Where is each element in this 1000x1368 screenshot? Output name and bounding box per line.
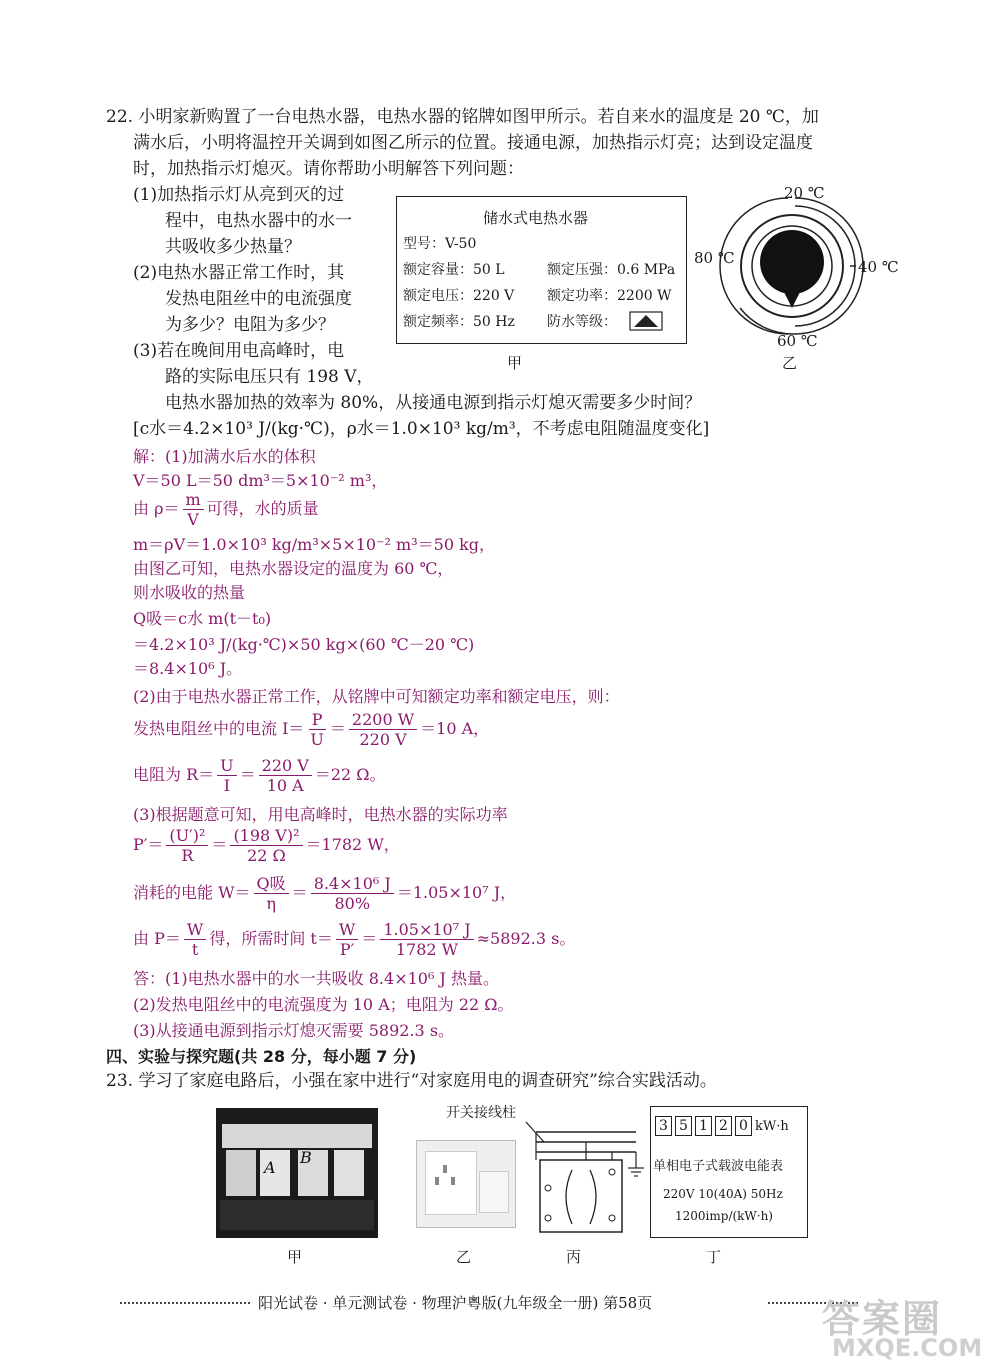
energy-meter xyxy=(650,1106,808,1238)
footer-dots-left xyxy=(120,1302,250,1304)
solution-line13: (3)根据题意可知，用电高峰时，电热水器的实际功率 xyxy=(133,805,508,824)
answer-line2: (2)发热电阻丝中的电流强度为 10 A；电阻为 22 Ω。 xyxy=(133,995,514,1014)
caption-yi-23: 乙 xyxy=(456,1248,472,1266)
meter-digit-1: 3 xyxy=(655,1116,672,1136)
q23-stem: 23. 学习了家庭电路后，小强在家中进行“对家庭用电的调查研究”综合实践活动。 xyxy=(106,1071,717,1091)
q22-part3-line3: 电热水器加热的效率为 80%，从接通电源到指示灯熄灭需要多少时间？ xyxy=(165,393,702,413)
solution-line10: (2)由于电热水器正常工作，从铭牌中可知额定功率和额定电压，则： xyxy=(133,687,620,706)
wiring-diagram xyxy=(500,1116,648,1242)
breaker-label-a: A xyxy=(264,1158,276,1177)
q22-stem-line2: 满水后，小明将温控开关调到如图乙所示的位置。接通电源，加热指示灯亮；达到设定温度 xyxy=(133,133,813,153)
q22-stem-line1: 22. 小明家新购置了一台电热水器，电热水器的铭牌如图甲所示。若自来水的温度是 20 ℃，加 xyxy=(106,107,819,127)
nameplate-voltage: 额定电压：220 V xyxy=(403,288,515,304)
q22-part1-line3: 共吸收多少热量？ xyxy=(165,237,301,257)
fraction-u-squared-over-r: $\frac{\text{(U′)²}}{R}$ xyxy=(166,826,208,865)
footer-text: 阳光试卷 · 单元测试卷 · 物理沪粤版(九年级全一册) 第58页 xyxy=(258,1294,653,1312)
fraction-u-over-i: $\frac{U}{I}$ xyxy=(217,756,236,795)
solution-line6: 则水吸收的热量 xyxy=(133,583,246,602)
caption-jia-22: 甲 xyxy=(507,354,523,372)
dial-label-60: 60 ℃ xyxy=(777,332,818,350)
watermark-logo: 答案圈 xyxy=(822,1297,943,1341)
q22-part3-line1: (3)若在晚间用电高峰时，电 xyxy=(133,341,345,361)
q22-part1-line2: 程中，电热水器中的水一 xyxy=(165,211,352,231)
breaker-box-photo xyxy=(216,1108,378,1238)
nameplate-pressure: 额定压强：0.6 MPa xyxy=(547,262,676,278)
meter-impulse-rate: 1200imp/(kW·h) xyxy=(675,1209,773,1223)
water-heater-nameplate xyxy=(396,196,687,344)
dial-label-20: 20 ℃ xyxy=(784,184,825,202)
fraction-energy-over-efficiency: $\frac{\text{8.4×10⁶ J}}{80\%}$ xyxy=(311,874,394,913)
solution-line1: 解：(1)加满水后水的体积 xyxy=(133,447,316,466)
caption-jia-23: 甲 xyxy=(287,1248,303,1266)
nameplate-power: 额定功率：2200 W xyxy=(547,288,672,304)
meter-digit-2: 5 xyxy=(675,1116,692,1136)
sol-l3-prefix: 由 ρ＝ xyxy=(133,499,180,518)
solution-line3 xyxy=(133,490,319,529)
caption-yi-22: 乙 xyxy=(782,354,798,372)
meter-unit: kW·h xyxy=(755,1119,789,1134)
waterproof-triangle-icon xyxy=(629,311,663,331)
dial-label-40: 40 ℃ xyxy=(858,258,899,276)
solution-line15: 消耗的电能 W＝ $\frac{\text{Q吸}}{\eta}$ ＝ $\frac{\text{8.4×10⁶ J}}{80\%}$ ＝1.05×10⁷ J， xyxy=(133,874,517,913)
switch-terminal-label: 开关接线柱 xyxy=(446,1105,516,1121)
breaker-label-b: B xyxy=(300,1148,312,1167)
thermostat-dial xyxy=(700,180,900,380)
q22-part3-line2: 路的实际电压只有 198 V， xyxy=(165,367,374,387)
fraction-work-over-power: $\frac{\text{1.05×10⁷ J}}{1782 W}$ xyxy=(380,920,473,959)
solution-line11: 发热电阻丝中的电流 I＝ $\frac{P}{U}$ ＝ $\frac{2200 W}{220 V}$ ＝10 A， xyxy=(133,710,490,749)
solution-line7: Q吸＝c水 m(t－t₀) xyxy=(133,609,272,628)
fraction-198v-squared-over-22ohm: $\frac{\text{(198 V)²}}{22 \Omega}$ xyxy=(230,826,302,865)
nameplate-model: 型号：V-50 xyxy=(403,236,477,252)
q22-part2-line2: 发热电阻丝中的电流强度 xyxy=(165,289,352,309)
fraction-w-over-t: $\frac{W}{t}$ xyxy=(184,920,206,959)
meter-reading xyxy=(655,1115,789,1136)
meter-digit-4: 2 xyxy=(715,1116,732,1136)
q22-part2-line1: (2)电热水器正常工作时，其 xyxy=(133,263,345,283)
caption-bing-23: 丙 xyxy=(566,1248,582,1266)
fraction-220v-over-10a: $\frac{220 V}{10 A}$ xyxy=(259,756,312,795)
solution-line9: ＝8.4×10⁶ J。 xyxy=(133,659,243,678)
dial-label-80: 80 ℃ xyxy=(694,249,735,267)
solution-line2: V＝50 L＝50 dm³＝5×10⁻² m³， xyxy=(133,471,388,490)
solution-line5: 由图乙可知，电热水器设定的温度为 60 ℃， xyxy=(133,559,454,578)
nameplate-title: 储水式电热水器 xyxy=(483,209,589,227)
solution-line12: 电阻为 R＝ $\frac{U}{I}$ ＝ $\frac{220 V}{10 A}$ ＝22 Ω。 xyxy=(133,756,386,795)
solution-line16: 由 P＝ $\frac{W}{t}$ 得，所需时间 t＝ $\frac{W}{P'}$ ＝ $\frac{\text{1.05×10⁷ J}}{1782 W}$ ≈5892.3 s。 xyxy=(133,920,576,959)
nameplate-waterproof: 防水等级： xyxy=(547,314,617,330)
q22-stem-line3: 时，加热指示灯熄灭。请你帮助小明解答下列问题： xyxy=(133,159,524,179)
q22-part2-line3: 为多少？电阻为多少？ xyxy=(165,315,335,335)
solution-line8: ＝4.2×10³ J/(kg·℃)×50 kg×(60 ℃－20 ℃) xyxy=(133,635,475,654)
q22-part1-line1: (1)加热指示灯从亮到灭的过 xyxy=(133,185,345,205)
meter-name: 单相电子式载波电能表 xyxy=(653,1159,784,1174)
sol-l3-suffix: 可得，水的质量 xyxy=(206,499,319,518)
section-4-heading: 四、实验与探究题(共 28 分，每小题 7 分) xyxy=(106,1047,417,1066)
answer-line1: 答：(1)电热水器中的水一共吸收 8.4×10⁶ J 热量。 xyxy=(133,969,499,988)
watermark-url: MXQE.COM xyxy=(832,1334,983,1362)
q22-constants: [c水＝4.2×10³ J/(kg·℃)，ρ水＝1.0×10³ kg/m³，不考虑电阻随温度变化] xyxy=(133,419,710,439)
fraction-w-over-p-prime: $\frac{W}{P'}$ xyxy=(336,920,358,959)
nameplate-capacity: 额定容量：50 L xyxy=(403,262,505,278)
fraction-2200w-over-220v: $\frac{2200 W}{220 V}$ xyxy=(349,710,417,749)
fraction-m-over-v: $\frac{m}{V}$ xyxy=(183,490,204,529)
solution-line4: m＝ρV＝1.0×10³ kg/m³×5×10⁻² m³＝50 kg， xyxy=(133,535,496,554)
fraction-p-over-u: $\frac{P}{U}$ xyxy=(310,710,324,749)
meter-digit-5: 0 xyxy=(735,1116,752,1136)
caption-ding-23: 丁 xyxy=(706,1248,722,1266)
nameplate-frequency: 额定频率：50 Hz xyxy=(403,314,515,330)
meter-spec: 220V 10(40A) 50Hz xyxy=(663,1187,783,1201)
solution-line14: P′＝ $\frac{\text{(U′)²}}{R}$ ＝ $\frac{\text{(198 V)²}}{22 \Omega}$ ＝1782 W， xyxy=(133,826,400,865)
fraction-q-over-eta: $\frac{\text{Q吸}}{\eta}$ xyxy=(254,874,289,913)
meter-digit-3: 1 xyxy=(695,1116,712,1136)
answer-line3: (3)从接通电源到指示灯熄灭需要 5892.3 s。 xyxy=(133,1021,455,1040)
